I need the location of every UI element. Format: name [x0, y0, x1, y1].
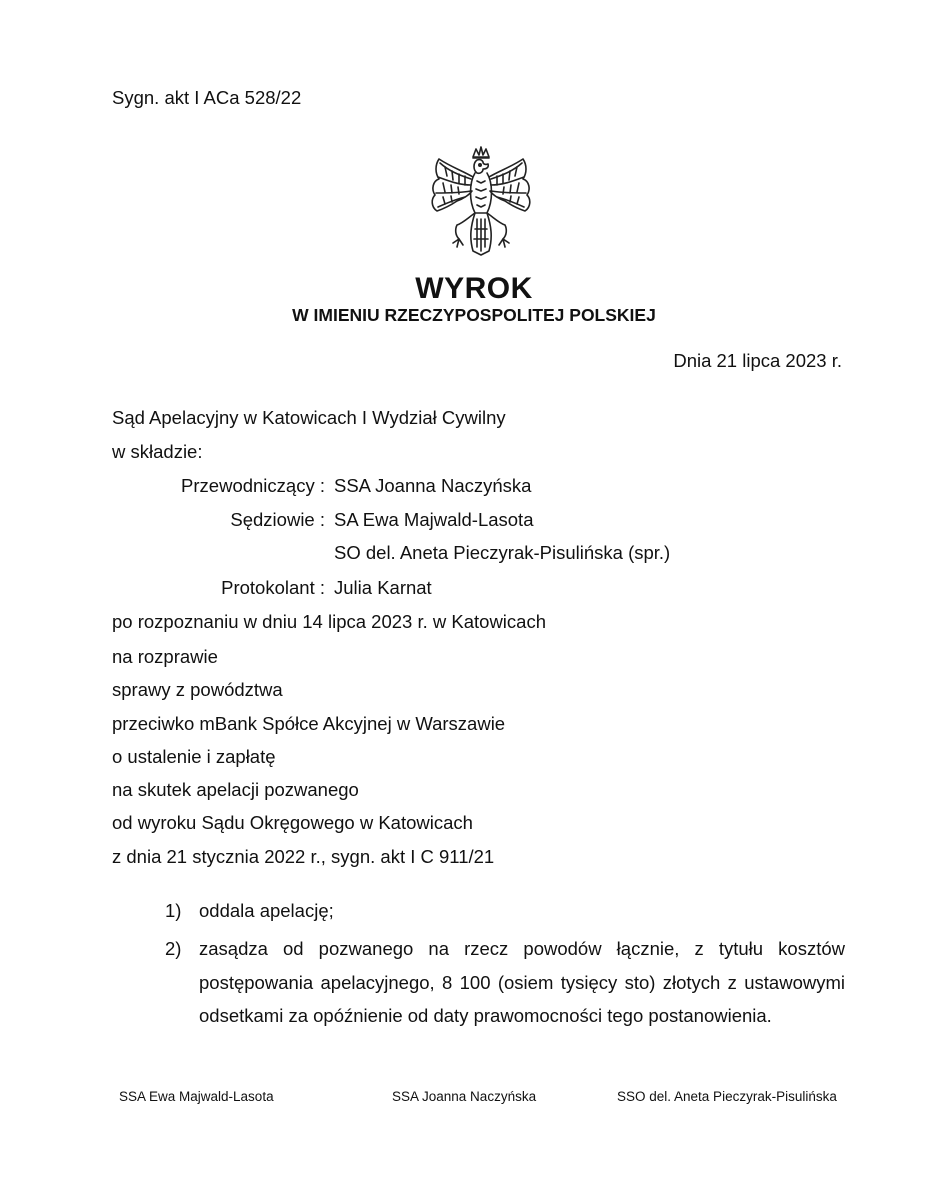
verdict-item — [165, 900, 845, 922]
polish-eagle-emblem-icon — [425, 143, 537, 261]
verdict-item-number: 2) — [165, 938, 182, 959]
proceedings-line: z dnia 21 stycznia 2022 r., sygn. akt I C 911/21 — [112, 846, 495, 867]
chair-name: SSA Joanna Naczyńska — [334, 475, 532, 496]
proceedings-line: sprawy z powództwa — [112, 679, 283, 700]
document-title: WYROK — [415, 272, 533, 305]
clerk-name: Julia Karnat — [334, 577, 432, 598]
court-name: Sąd Apelacyjny w Katowicach I Wydział Cywilny — [112, 407, 506, 428]
chair-label: Przewodniczący : — [181, 475, 325, 496]
verdict-item-text: zasądza od pozwanego na rzecz powodów łącznie, z tytułu kosztów postępowania apelacyjnego, 8 100 (osiem tysięcy sto) złotych z ustawowymi odsetkami za opóźnienie od daty prawomocności tego postanowienia. — [199, 938, 845, 1026]
verdict-item — [165, 932, 845, 1033]
verdict-list — [165, 900, 845, 1033]
document-subtitle: W IMIENIU RZECZYPOSPOLITEJ POLSKIEJ — [292, 305, 656, 325]
proceedings-line: po rozpoznaniu w dniu 14 lipca 2023 r. w Katowicach — [112, 611, 546, 632]
verdict-item-text: oddala apelację; — [199, 900, 334, 921]
signature-judge-2: SSO del. Aneta Pieczyrak-Pisulińska — [617, 1089, 837, 1104]
proceedings-line: o ustalenie i zapłatę — [112, 746, 276, 767]
signature-judge-1: SSA Ewa Majwald-Lasota — [119, 1089, 274, 1104]
clerk-label: Protokolant : — [221, 577, 325, 598]
case-number: Sygn. akt I ACa 528/22 — [112, 87, 302, 108]
proceedings-line: na rozprawie — [112, 646, 218, 667]
proceedings-line: przeciwko mBank Spółce Akcyjnej w Warszawie — [112, 713, 506, 734]
proceedings-line: od wyroku Sądu Okręgowego w Katowicach — [112, 812, 473, 833]
judge-2-name: SO del. Aneta Pieczyrak-Pisulińska (spr.) — [334, 542, 671, 563]
judges-label: Sędziowie : — [230, 509, 325, 530]
composition-intro: w składzie: — [112, 441, 203, 462]
signature-chair: SSA Joanna Naczyńska — [392, 1089, 537, 1104]
verdict-item-number: 1) — [165, 900, 182, 921]
judge-1-name: SA Ewa Majwald-Lasota — [334, 509, 534, 530]
proceedings-line: na skutek apelacji pozwanego — [112, 779, 359, 800]
judgment-date: Dnia 21 lipca 2023 r. — [673, 350, 842, 371]
